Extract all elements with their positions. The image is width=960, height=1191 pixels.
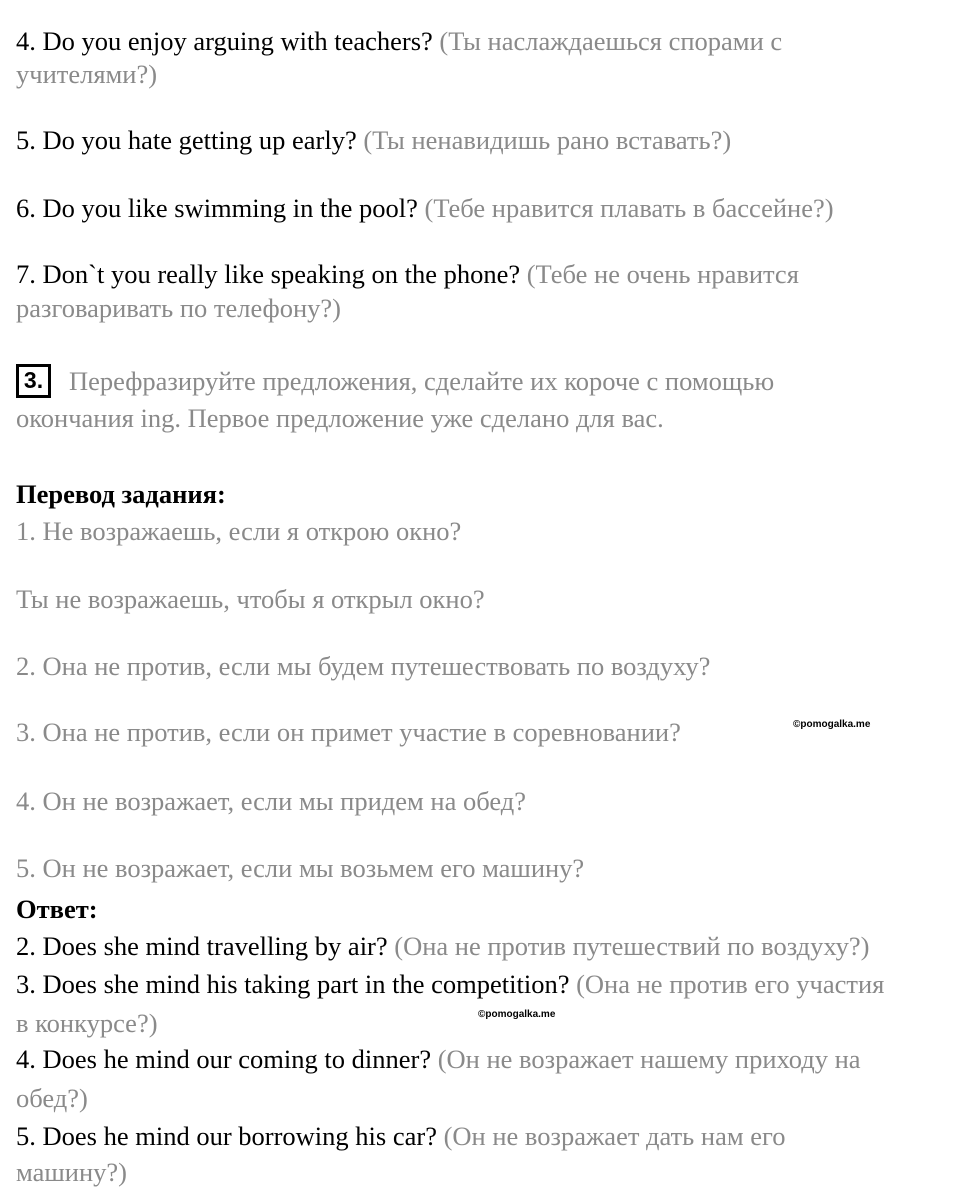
question-5-line: [16, 124, 954, 156]
translation-item-1-variant: Ты не возражаешь, чтобы я открыл окно?: [16, 584, 485, 614]
answer-4-line-1: [16, 1043, 954, 1075]
answer-2-russian: (Она не против путешествий по воздуху?): [394, 931, 870, 961]
translation-item-4: 4. Он не возражает, если мы придем на обед?: [16, 786, 527, 816]
watermark-2: ©pomogalka.me: [478, 1009, 556, 1020]
translation-item-5: 5. Он не возражает, если мы возьмем его машину?: [16, 853, 585, 883]
answer-2-line: [16, 930, 954, 962]
question-4-line-2: [16, 58, 954, 90]
question-6-english: 6. Do you like swimming in the pool?: [16, 193, 418, 223]
answer-5-russian-cont: машину?): [16, 1157, 127, 1187]
question-4-line-1: [16, 25, 954, 57]
answer-4-line-2: [16, 1082, 954, 1114]
question-7-line-2: [16, 292, 954, 324]
task-3-line-2: [16, 402, 954, 434]
task-number-box: 3.: [16, 364, 51, 398]
task-3-line-1: [16, 364, 954, 400]
question-7-english: 7. Don`t you really like speaking on the phone?: [16, 259, 521, 289]
watermark-1: ©pomogalka.me: [793, 719, 871, 730]
answer-5-line-2: [16, 1156, 954, 1188]
answer-5-english: 5. Does he mind our borrowing his car?: [16, 1121, 437, 1151]
question-6-line: [16, 192, 954, 224]
translation-item-2: 2. Она не против, если мы будем путешествовать по воздуху?: [16, 651, 711, 681]
answer-4-russian: (Он не возражает нашему приходу на: [437, 1044, 861, 1074]
answer-3-line-1: [16, 968, 954, 1000]
answer-3-english: 3. Does she mind his taking part in the competition?: [16, 969, 570, 999]
question-4-english: 4. Do you enjoy arguing with teachers?: [16, 26, 433, 56]
translation-item-1: 1. Не возражаешь, если я открою окно?: [16, 516, 462, 546]
answer-5-russian: (Он не возражает дать нам его: [443, 1121, 786, 1151]
answer-2-english: 2. Does she mind travelling by air?: [16, 931, 388, 961]
question-5-english: 5. Do you hate getting up early?: [16, 125, 357, 155]
task-3-instruction-cont: окончания ing. Первое предложение уже сделано для вас.: [16, 403, 664, 433]
answer-4-russian-cont: обед?): [16, 1083, 88, 1113]
task-3-instruction: Перефразируйте предложения, сделайте их короче с помощью: [69, 366, 775, 396]
answer-5-line-1: [16, 1120, 954, 1152]
question-4-russian: (Ты наслаждаешься спорами с: [439, 26, 783, 56]
answer-4-english: 4. Does he mind our coming to dinner?: [16, 1044, 432, 1074]
question-7-russian: (Тебе не очень нравится: [526, 259, 799, 289]
translation-heading: Перевод задания:: [16, 479, 226, 509]
question-6-russian: (Тебе нравится плавать в бассейне?): [424, 193, 834, 223]
question-7-russian-cont: разговаривать по телефону?): [16, 293, 341, 323]
answer-3-russian: (Она не против его участия: [576, 969, 885, 999]
question-7-line-1: [16, 258, 954, 290]
question-4-russian-cont: учителями?): [16, 59, 158, 89]
answer-3-russian-cont: в конкурсе?): [16, 1008, 158, 1038]
answer-heading: Ответ:: [16, 894, 98, 924]
translation-item-3: 3. Она не против, если он примет участие в соревновании?: [16, 717, 681, 747]
question-5-russian: (Ты ненавидишь рано вставать?): [363, 125, 732, 155]
